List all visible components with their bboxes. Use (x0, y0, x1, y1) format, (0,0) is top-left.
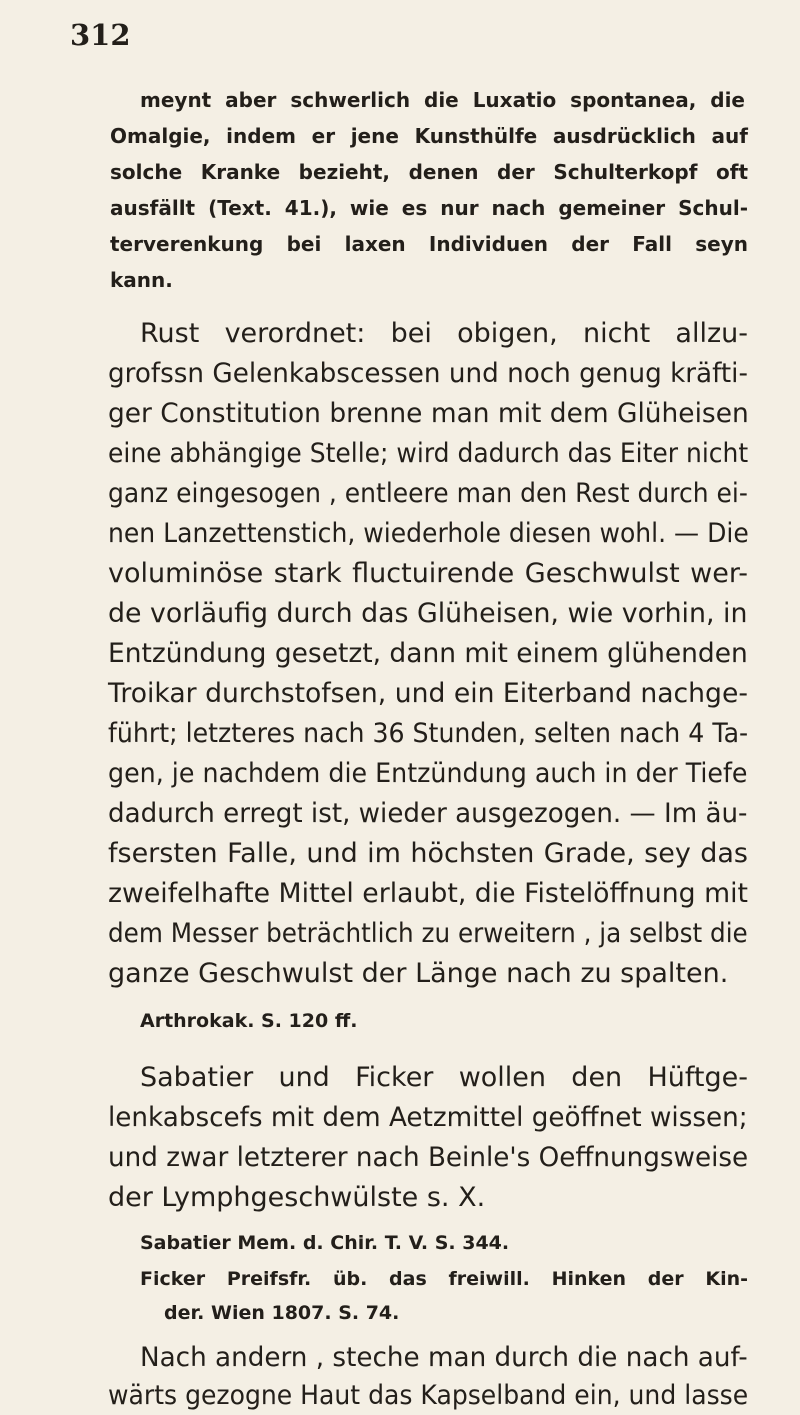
text-line: Nach andern , steche man durch die nach auf- (140, 1342, 748, 1373)
text-line: meynt aber schwerlich die Luxatio spontanea, die (140, 88, 745, 112)
text-line: nen Lanzettenstich, wiederhole diesen wohl. — Die (108, 518, 749, 549)
reference-note: Sabatier Mem. d. Chir. T. V. S. 344. (140, 1232, 510, 1254)
text-line: zweifelhafte Mittel erlaubt, die Fistelöffnung mit (108, 878, 749, 909)
text-line: de vorläufig durch das Glüheisen, wie vorhin, in (108, 598, 748, 629)
text-line: dadurch erregt ist, wieder ausgezogen. — Im äu- (108, 798, 748, 829)
text-line: ganz eingesogen , entleere man den Rest durch ei- (108, 478, 748, 509)
text-line: fsersten Falle, und im höchsten Grade, sey das (108, 838, 748, 869)
text-line: führt; letzteres nach 36 Stunden, selten nach 4 Ta- (108, 718, 749, 749)
text-line: kann. (110, 268, 173, 292)
text-line: dem Messer beträchtlich zu erweitern , ja selbst die (108, 918, 748, 949)
text-line: ger Constitution brenne man mit dem Glüheisen (108, 398, 749, 429)
text-line: terverenkung bei laxen Individuen der Fall seyn (110, 232, 748, 256)
text-line: eine abhängige Stelle; wird dadurch das Eiter nicht (108, 438, 749, 469)
text-line: solche Kranke bezieht, denen der Schulterkopf oft (110, 160, 748, 184)
text-line: Sabatier und Ficker wollen den Hüftge- (140, 1062, 748, 1093)
reference-note: der. Wien 1807. S. 74. (164, 1302, 400, 1324)
text-line: Omalgie, indem er jene Kunsthülfe ausdrücklich auf (110, 124, 748, 148)
text-line: und zwar letzterer nach Beinle's Oeffnungsweise (108, 1142, 749, 1173)
text-line: voluminöse stark fluctuirende Geschwulst wer- (108, 558, 748, 589)
text-line: wärts gezogne Haut das Kapselband ein, und lasse (108, 1380, 749, 1411)
page-number: 312 (70, 18, 131, 52)
text-line: grofssn Gelenkabscessen und noch genug kräfti- (108, 358, 748, 389)
text-line: ganze Geschwulst der Länge nach zu spalten. (108, 958, 729, 989)
text-line: ausfällt (Text. 41.), wie es nur nach gemeiner Schul- (110, 196, 748, 220)
text-line: Rust verordnet: bei obigen, nicht allzu- (140, 318, 748, 349)
reference-note: Ficker Preifsfr. üb. das freiwill. Hinken der Kin- (140, 1268, 748, 1290)
text-line: Entzündung gesetzt, dann mit einem glühenden (108, 638, 748, 669)
text-line: gen, je nachdem die Entzündung auch in der Tiefe (108, 758, 748, 789)
text-line: Troikar durchstofsen, und ein Eiterband nachge- (108, 678, 748, 709)
reference-note: Arthrokak. S. 120 ff. (140, 1010, 358, 1032)
text-line: lenkabscefs mit dem Aetzmittel geöffnet wissen; (108, 1102, 748, 1133)
text-line: der Lymphgeschwülste s. X. (108, 1182, 486, 1213)
